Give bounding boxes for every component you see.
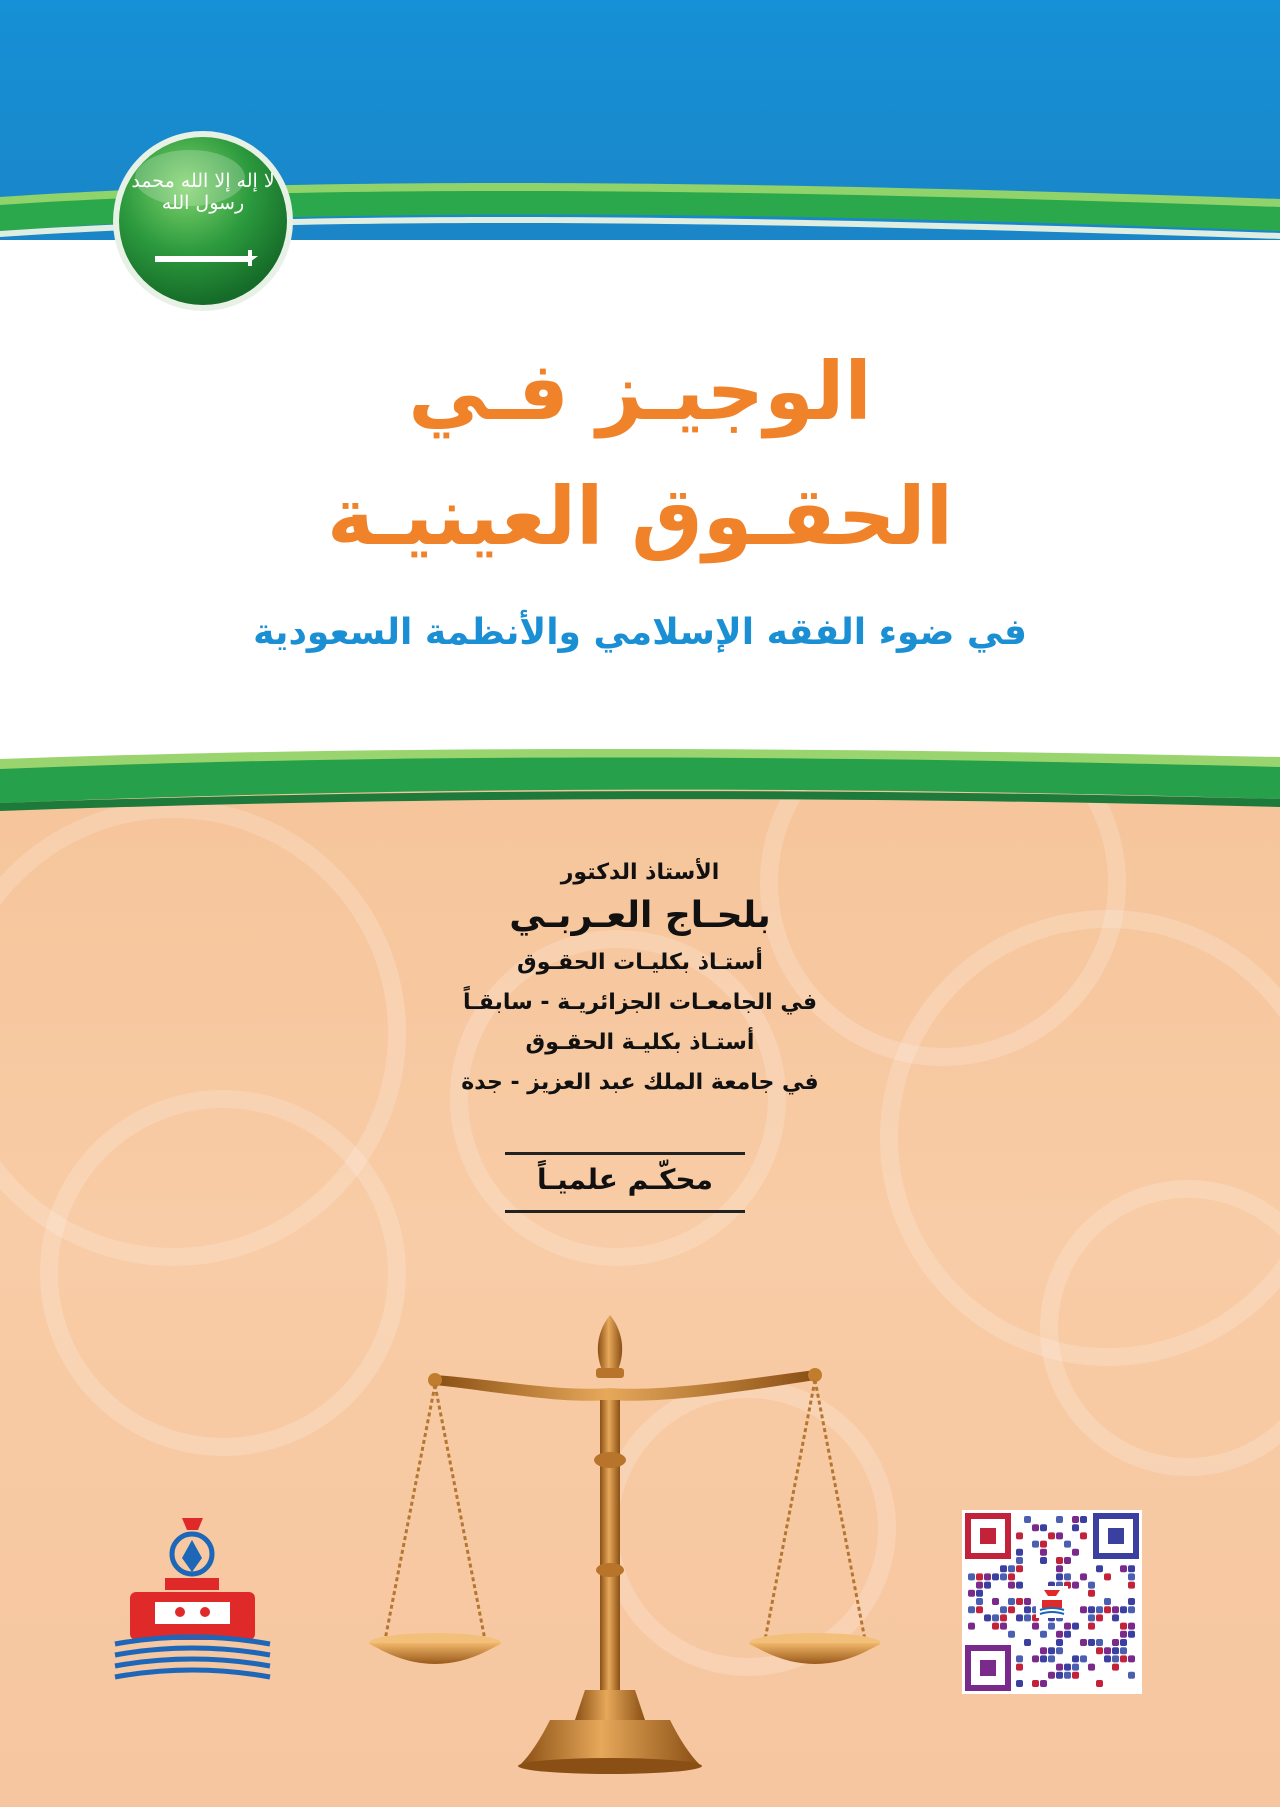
qr-module <box>1016 1598 1023 1605</box>
qr-module <box>1016 1532 1023 1539</box>
qr-module <box>1112 1639 1119 1646</box>
qr-module <box>1080 1516 1087 1523</box>
decor-ring <box>40 1090 406 1456</box>
qr-module <box>1000 1565 1007 1572</box>
qr-module <box>1056 1516 1063 1523</box>
qr-module <box>1016 1664 1023 1671</box>
qr-module <box>1120 1565 1127 1572</box>
qr-module <box>1112 1606 1119 1613</box>
qr-module <box>1064 1557 1071 1564</box>
qr-module <box>992 1614 999 1621</box>
qr-module <box>1008 1631 1015 1638</box>
qr-module <box>1016 1582 1023 1589</box>
qr-module <box>1128 1672 1135 1679</box>
qr-module <box>1000 1573 1007 1580</box>
qr-module <box>1080 1606 1087 1613</box>
qr-module <box>1048 1623 1055 1630</box>
qr-module <box>1120 1655 1127 1662</box>
qr-module <box>1048 1655 1055 1662</box>
qr-module <box>1040 1647 1047 1654</box>
qr-module <box>1120 1647 1127 1654</box>
qr-module <box>1040 1541 1047 1548</box>
qr-module <box>1096 1614 1103 1621</box>
decor-ring <box>450 930 786 1266</box>
qr-module <box>1096 1647 1103 1654</box>
qr-module <box>1056 1631 1063 1638</box>
review-rule-bottom <box>505 1210 745 1213</box>
flag-inscription: لا إله إلا الله محمد رسول الله <box>131 170 275 214</box>
lower-green-stripes <box>0 745 1280 835</box>
qr-module <box>1112 1655 1119 1662</box>
qr-module <box>1072 1664 1079 1671</box>
qr-module <box>1056 1647 1063 1654</box>
qr-module <box>1096 1639 1103 1646</box>
qr-module <box>1016 1614 1023 1621</box>
qr-module <box>992 1623 999 1630</box>
qr-module <box>1120 1623 1127 1630</box>
qr-module <box>1104 1573 1111 1580</box>
qr-module <box>1008 1598 1015 1605</box>
qr-module <box>1112 1664 1119 1671</box>
qr-module <box>1128 1631 1135 1638</box>
author-affiliation-line: في جامعة الملك عبد العزيز - جدة <box>461 1070 819 1095</box>
book-subtitle: في ضوء الفقه الإسلامي والأنظمة السعودية <box>253 612 1027 653</box>
qr-module <box>1056 1557 1063 1564</box>
qr-module <box>1016 1565 1023 1572</box>
qr-module <box>976 1590 983 1597</box>
peer-reviewed-label: محكّـم علميـاً <box>537 1163 713 1196</box>
qr-module <box>1048 1532 1055 1539</box>
qr-module <box>1008 1565 1015 1572</box>
qr-module <box>1056 1672 1063 1679</box>
qr-module <box>1040 1524 1047 1531</box>
qr-module <box>1056 1565 1063 1572</box>
qr-module <box>1048 1647 1055 1654</box>
qr-module <box>1080 1639 1087 1646</box>
qr-module <box>1128 1573 1135 1580</box>
qr-module <box>1016 1655 1023 1662</box>
qr-module <box>1120 1631 1127 1638</box>
qr-module <box>1008 1606 1015 1613</box>
qr-module <box>1088 1614 1095 1621</box>
qr-module <box>1128 1598 1135 1605</box>
qr-module <box>1080 1573 1087 1580</box>
qr-module <box>1128 1623 1135 1630</box>
qr-module <box>1008 1573 1015 1580</box>
qr-module <box>1024 1516 1031 1523</box>
author-rank: الأستاذ الدكتور <box>560 860 720 885</box>
qr-module <box>1080 1655 1087 1662</box>
qr-code-icon <box>962 1510 1142 1694</box>
qr-module <box>1096 1606 1103 1613</box>
publisher-logo-icon <box>110 1512 275 1692</box>
qr-module <box>1128 1565 1135 1572</box>
qr-module <box>1056 1639 1063 1646</box>
author-affiliation-line: أستـاذ بكليـة الحقـوق <box>525 1030 755 1055</box>
qr-module <box>1040 1557 1047 1564</box>
qr-module <box>1056 1573 1063 1580</box>
review-rule-top <box>505 1152 745 1155</box>
qr-module <box>1120 1606 1127 1613</box>
qr-module <box>984 1614 991 1621</box>
qr-module <box>1032 1623 1039 1630</box>
qr-module <box>1048 1672 1055 1679</box>
qr-module <box>1128 1655 1135 1662</box>
qr-module <box>1120 1639 1127 1646</box>
qr-module <box>1064 1631 1071 1638</box>
qr-module <box>1024 1606 1031 1613</box>
book-title-line-2: الحقـوق العينيـة <box>326 470 953 563</box>
qr-module <box>1104 1606 1111 1613</box>
qr-module <box>1024 1614 1031 1621</box>
qr-module <box>976 1573 983 1580</box>
qr-module <box>1112 1647 1119 1654</box>
qr-module <box>1072 1524 1079 1531</box>
qr-module <box>992 1598 999 1605</box>
qr-module <box>1032 1524 1039 1531</box>
qr-module <box>1072 1623 1079 1630</box>
qr-module <box>1096 1680 1103 1687</box>
book-title-line-1: الوجيـز فـي <box>408 345 872 438</box>
qr-module <box>1112 1614 1119 1621</box>
qr-module <box>1024 1598 1031 1605</box>
qr-module <box>1064 1664 1071 1671</box>
qr-module <box>1016 1557 1023 1564</box>
qr-module <box>1000 1606 1007 1613</box>
qr-module <box>1104 1655 1111 1662</box>
qr-module <box>976 1582 983 1589</box>
qr-module <box>1096 1565 1103 1572</box>
qr-module <box>1000 1623 1007 1630</box>
qr-module <box>1056 1532 1063 1539</box>
qr-module <box>984 1582 991 1589</box>
qr-module <box>1024 1639 1031 1646</box>
qr-module <box>1016 1680 1023 1687</box>
qr-module <box>1072 1549 1079 1556</box>
qr-module <box>1088 1664 1095 1671</box>
qr-module <box>1032 1655 1039 1662</box>
qr-module <box>976 1606 983 1613</box>
qr-module <box>1064 1541 1071 1548</box>
qr-module <box>984 1573 991 1580</box>
qr-module <box>1040 1680 1047 1687</box>
qr-module <box>1040 1655 1047 1662</box>
qr-module <box>976 1598 983 1605</box>
qr-module <box>1032 1680 1039 1687</box>
qr-module <box>1128 1606 1135 1613</box>
qr-module <box>1088 1606 1095 1613</box>
qr-module <box>1064 1623 1071 1630</box>
qr-module <box>1072 1516 1079 1523</box>
qr-module <box>1088 1590 1095 1597</box>
author-name: بلحـاج العـربـي <box>509 895 771 936</box>
qr-module <box>1072 1672 1079 1679</box>
qr-module <box>1008 1582 1015 1589</box>
qr-module <box>1040 1631 1047 1638</box>
qr-module <box>1064 1573 1071 1580</box>
author-affiliation-line: أستـاذ بكليـات الحقـوق <box>517 950 763 975</box>
qr-module <box>1032 1541 1039 1548</box>
qr-module <box>1040 1549 1047 1556</box>
qr-module <box>1000 1614 1007 1621</box>
author-affiliation-line: في الجامعـات الجزائريـة - سابقـاً <box>463 990 817 1015</box>
qr-module <box>1072 1655 1079 1662</box>
saudi-flag-badge-icon <box>110 128 296 314</box>
qr-module <box>968 1606 975 1613</box>
qr-module <box>968 1573 975 1580</box>
qr-module <box>1072 1582 1079 1589</box>
qr-module <box>1104 1647 1111 1654</box>
qr-module <box>1088 1639 1095 1646</box>
qr-module <box>1056 1664 1063 1671</box>
qr-module <box>1128 1582 1135 1589</box>
qr-module <box>1064 1672 1071 1679</box>
qr-module <box>1104 1598 1111 1605</box>
scales-of-justice-icon <box>360 1310 880 1780</box>
qr-module <box>968 1623 975 1630</box>
qr-module <box>1080 1532 1087 1539</box>
qr-module <box>1016 1549 1023 1556</box>
qr-module <box>968 1590 975 1597</box>
qr-module <box>1088 1582 1095 1589</box>
qr-module <box>1088 1623 1095 1630</box>
qr-module <box>992 1573 999 1580</box>
